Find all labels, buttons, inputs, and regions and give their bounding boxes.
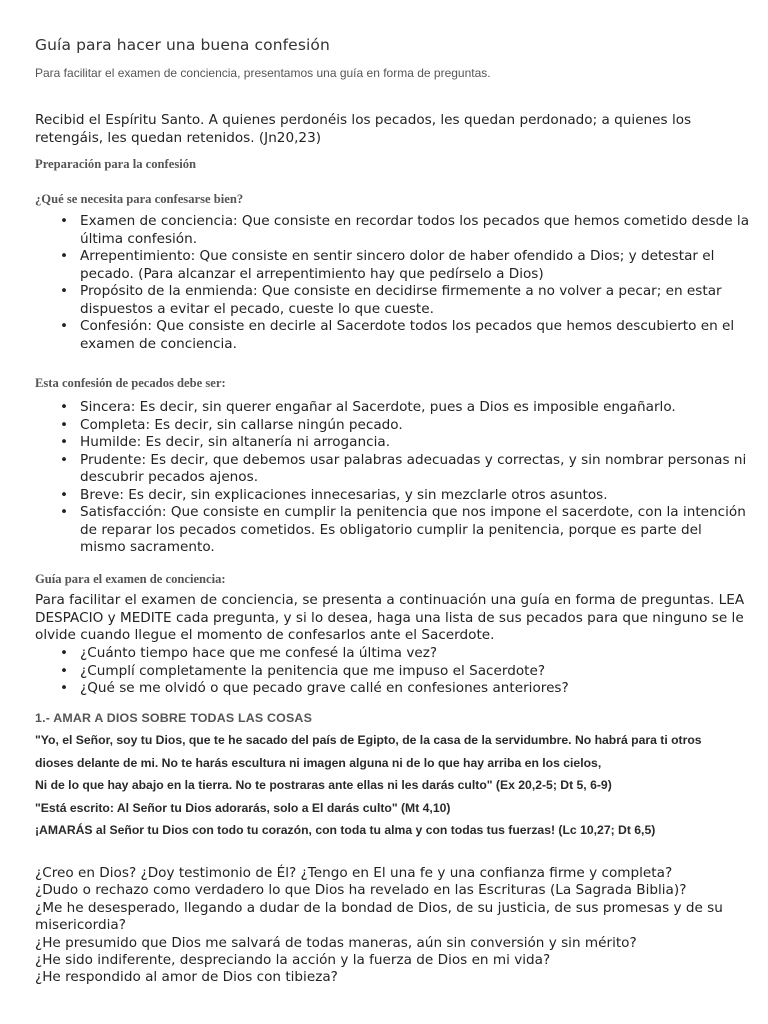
document-title: Guía para hacer una buena confesión xyxy=(35,36,330,54)
intro-paragraph: Recibid el Espíritu Santo. A quienes perdonéis los pecados, les quedan perdonado; a quienes los retengáis, les quedan retenidos. (Jn20,23) xyxy=(35,112,692,146)
list-item: • Breve: Es decir, sin explicaciones innecesarias, y sin mezclarle otros asuntos. xyxy=(35,487,750,505)
requirements-list xyxy=(35,213,750,353)
list-item: • Completa: Es decir, sin callarse ningún pecado. xyxy=(35,417,750,435)
question-line: ¿He respondido al amor de Dios con tibieza? xyxy=(35,969,338,986)
examination-questions xyxy=(35,865,750,987)
question-line: ¿He presumido que Dios me salvará de todas maneras, aún sin conversión y sin mérito? xyxy=(35,934,637,951)
commandment-heading: 1.- AMAR A DIOS SOBRE TODAS LAS COSAS xyxy=(35,711,313,725)
list-item: • Prudente: Es decir, que debemos usar palabras adecuadas y correctas, y sin nombrar personas ni descubrir pecados ajenos. xyxy=(35,452,750,487)
question-line: ¿Creo en Dios? ¿Doy testimonio de Él? ¿Tengo en El una fe y una confianza firme y completa? xyxy=(35,865,673,881)
question-line: ¿He sido indiferente, despreciando la acción y la fuerza de Dios en mi vida? xyxy=(35,952,551,969)
requirements-heading: ¿Qué se necesita para confesarse bien? xyxy=(35,192,244,206)
quote-line: dioses delante de mi. No te harás escultura ni imagen alguna ni de lo que hay arriba en los cielos, xyxy=(35,755,602,770)
list-item: • Confesión: Que consiste en decirle al Sacerdote todos los pecados que hemos descubierto en el examen de conciencia. xyxy=(35,318,750,353)
examination-guide-list xyxy=(35,645,750,698)
quote-line: Ni de lo que hay abajo en la tierra. No te postraras ante ellas ni les darás culto" (Ex 20,2-5; Dt 5, 6-9) xyxy=(35,778,612,792)
list-item: • ¿Cumplí completamente la penitencia que me impuso el Sacerdote? xyxy=(35,663,750,681)
quote-line: ¡AMARÁS al Señor tu Dios con todo tu corazón, con toda tu alma y con todas tus fuerzas! (Lc 10,27; Dt 6,5) xyxy=(35,823,656,837)
examination-guide-paragraph: Para facilitar el examen de conciencia, se presenta a continuación una guía en forma de preguntas. LEA DESPACIO y MEDITE cada pregunta, y si lo desea, haga una lista de sus pecados para que ninguno se le olvide cuando llegue el momento de confesarlos ante el Sacerdote. xyxy=(35,592,745,643)
document-subtitle: Para facilitar el examen de conciencia, presentamos una guía en forma de preguntas. xyxy=(35,66,491,80)
list-item: • Examen de conciencia: Que consiste en recordar todos los pecados que hemos cometido desde la última confesión. xyxy=(35,213,750,248)
confession-qualities-heading: Esta confesión de pecados debe ser: xyxy=(35,376,226,390)
list-item: • Arrepentimiento: Que consiste en sentir sincero dolor de haber ofendido a Dios; y detestar el pecado. (Para alcanzar el arrepentimiento hay que pedírselo a Dios) xyxy=(35,248,750,283)
confession-qualities-list xyxy=(35,399,750,557)
list-item: • Sincera: Es decir, sin querer engañar al Sacerdote, pues a Dios es imposible engañarlo. xyxy=(35,399,750,417)
list-item: • Satisfacción: Que consiste en cumplir la penitencia que nos impone el sacerdote, con la intención de reparar los pecados cometidos. Es obligatorio cumplir la penitencia, porque es parte del mismo sacramento. xyxy=(35,504,750,557)
quote-line: "Yo, el Señor, soy tu Dios, que te he sacado del país de Egipto, de la casa de la servidumbre. No habrá para ti otros xyxy=(35,733,702,747)
list-item: • ¿Qué se me olvidó o que pecado grave callé en confesiones anteriores? xyxy=(35,680,750,698)
question-line: ¿Me he desesperado, llegando a dudar de la bondad de Dios, de su justicia, de sus promesas y de su misericordia? xyxy=(35,899,723,934)
preparation-heading: Preparación para la confesión xyxy=(35,157,197,171)
list-item: • ¿Cuánto tiempo hace que me confesé la última vez? xyxy=(35,645,750,663)
list-item: • Propósito de la enmienda: Que consiste en decidirse firmemente a no volver a pecar; en estar dispuestos a evitar el pecado, cueste lo que cueste. xyxy=(35,283,750,318)
scripture-quote xyxy=(35,729,702,842)
question-line: ¿Dudo o rechazo como verdadero lo que Dios ha revelado en las Escrituras (La Sagrada Biblia)? xyxy=(35,882,687,899)
quote-line: "Está escrito: Al Señor tu Dios adorarás, solo a El darás culto" (Mt 4,10) xyxy=(35,800,451,815)
examination-guide-heading: Guía para el examen de conciencia: xyxy=(35,572,226,586)
list-item: • Humilde: Es decir, sin altanería ni arrogancia. xyxy=(35,434,750,452)
